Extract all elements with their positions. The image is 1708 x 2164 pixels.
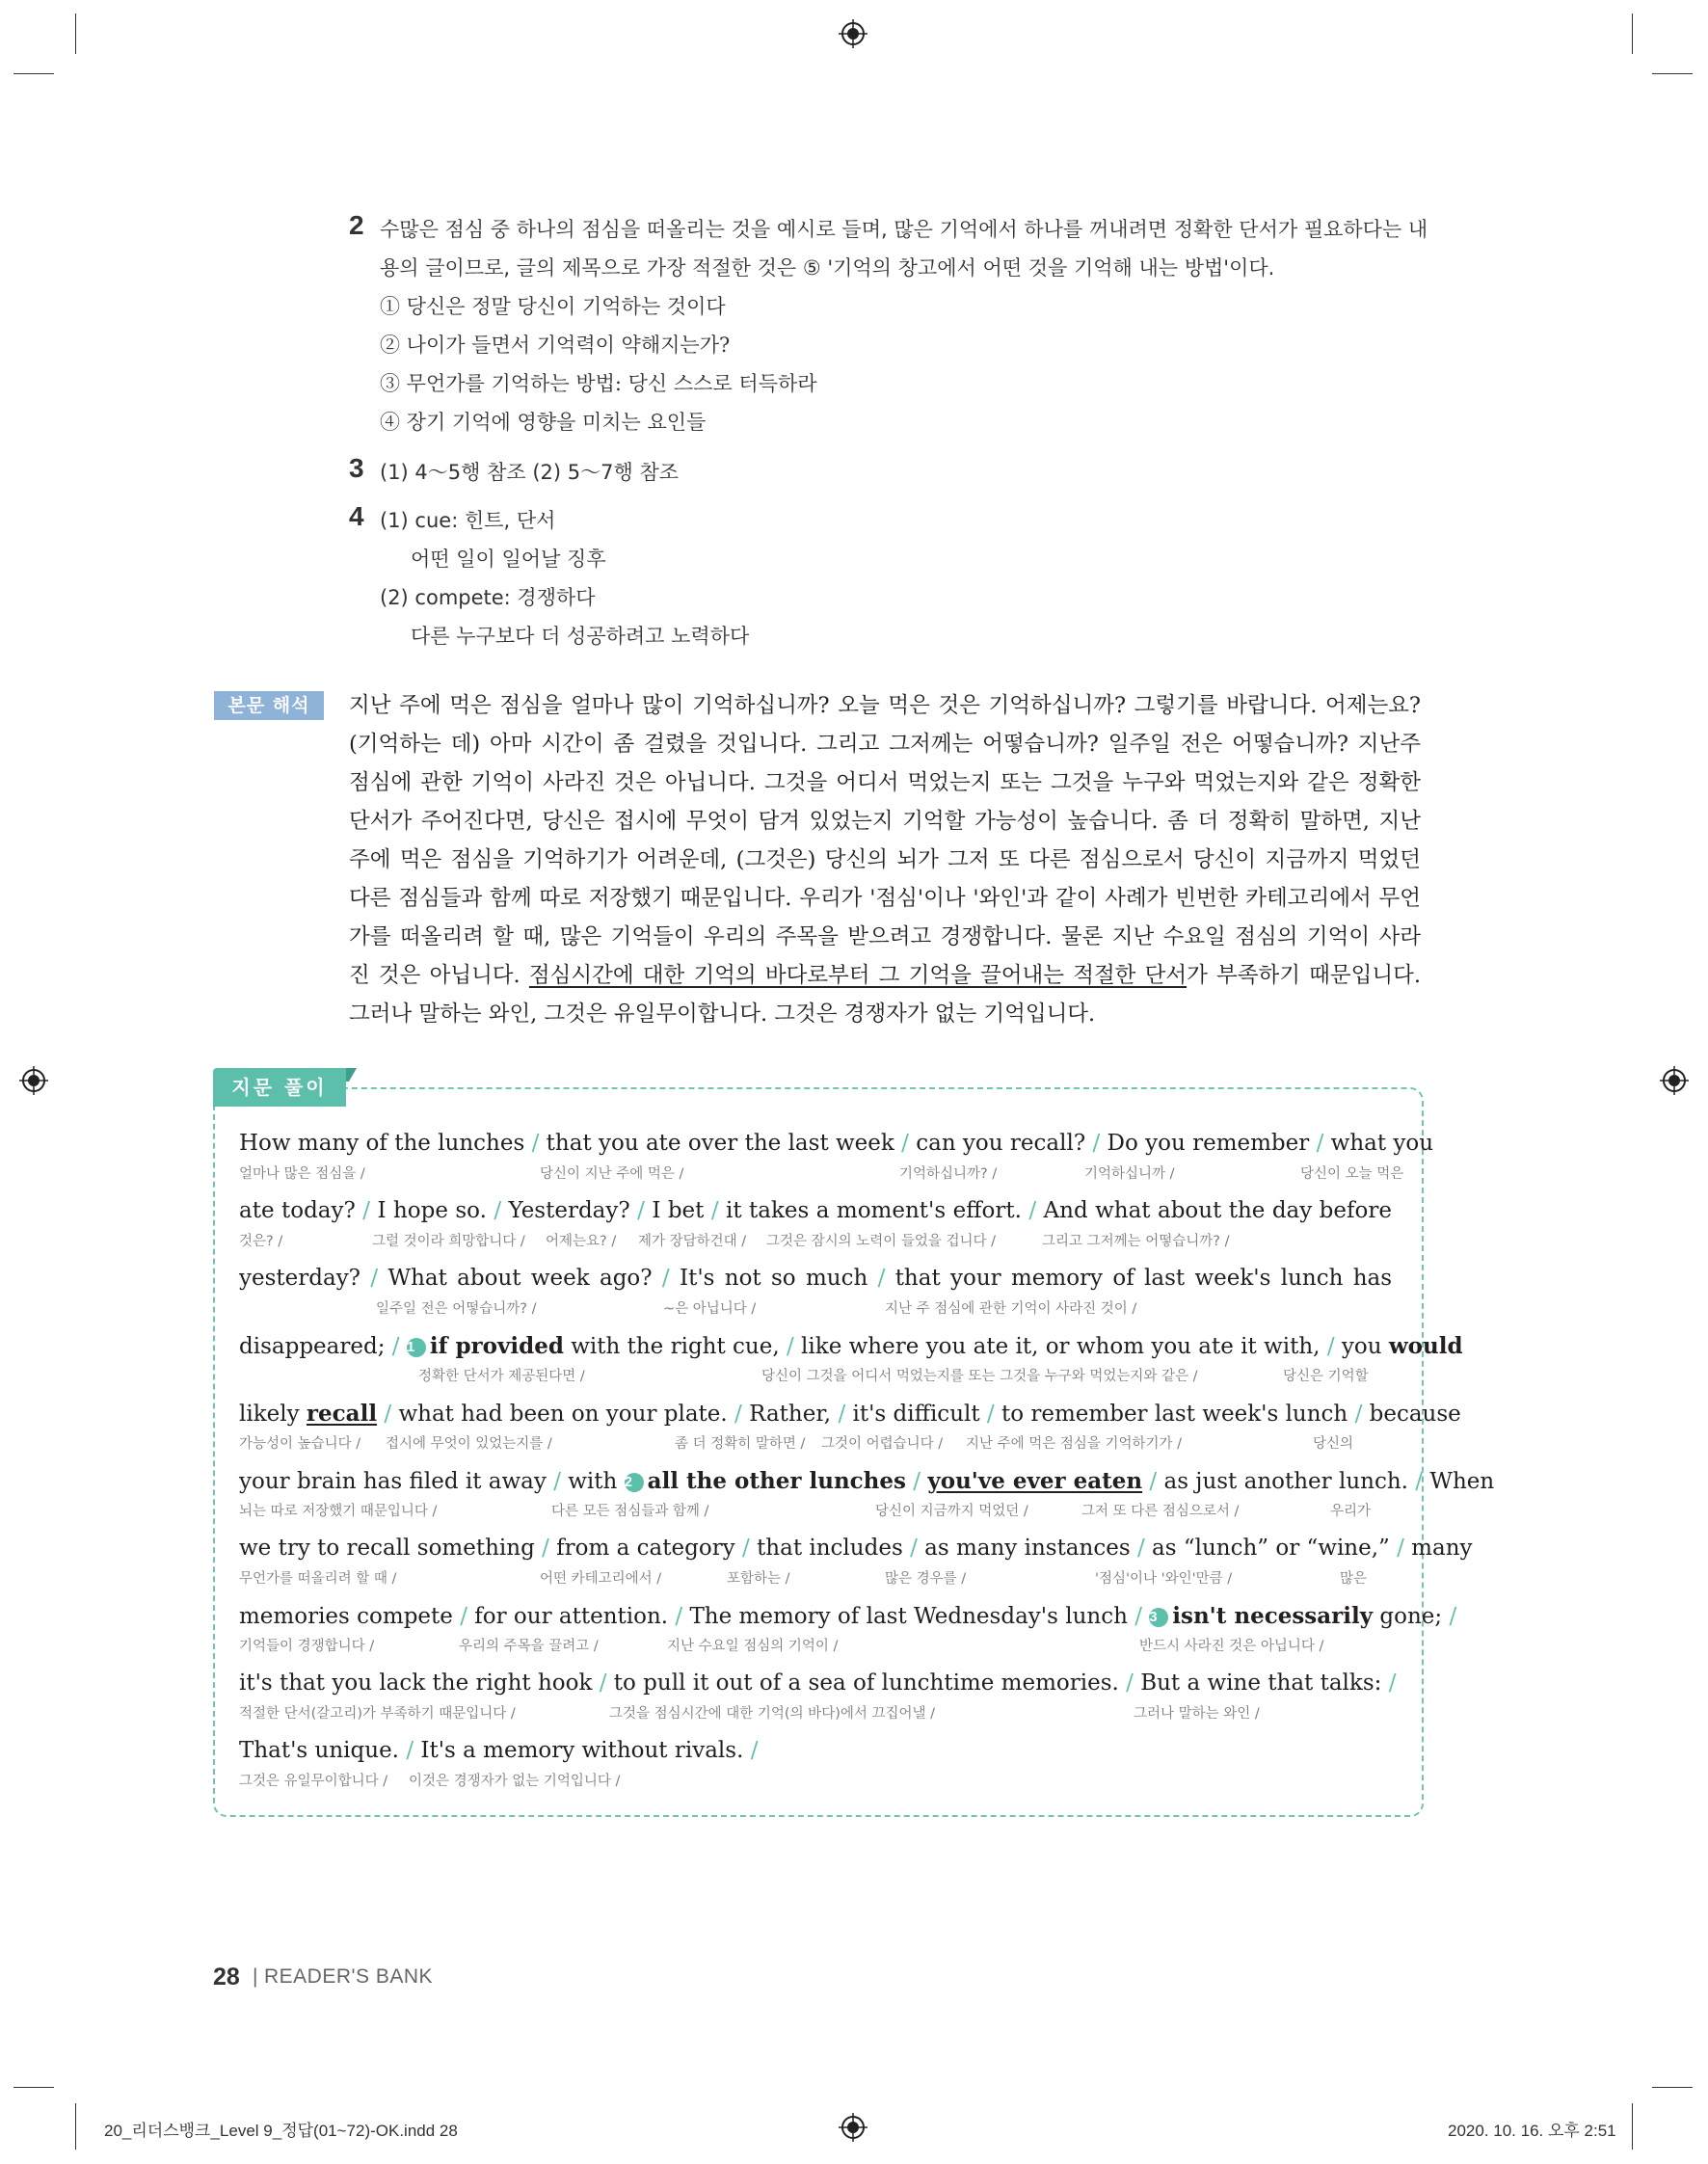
passage-line: That's unique. / It's a memory without rivals. / (239, 1738, 759, 1763)
gloss: 다른 모든 점심들과 함께 / (551, 1504, 709, 1519)
gloss: 적절한 단서(갈고리)가 부족하기 때문입니다 / (239, 1706, 516, 1722)
passage-line: memories compete / for our attention. / The memory of last Wednesday's lunch / 3 isn't necessarily gone; / (239, 1603, 1457, 1629)
gloss: 그러나 말하는 와인 / (1134, 1706, 1260, 1722)
crop-mark (75, 13, 76, 54)
registration-mark-icon (19, 1066, 48, 1095)
passage-line: How many of the lunches / that you ate over the last week / can you recall? / Do you remember / what you (239, 1131, 1434, 1156)
crop-mark (1632, 13, 1633, 54)
passage-line: it's that you lack the right hook / to pull it out of a sea of lunchtime memories. / But a wine that talks: / (239, 1670, 1397, 1696)
gloss: 것은? / (239, 1234, 283, 1249)
answer-definition: 어떤 일이 일어날 징후 (411, 548, 606, 571)
gloss: 포함하는 / (727, 1571, 790, 1587)
gloss: 정확한 단서가 제공된다면 / (418, 1369, 585, 1384)
crop-mark (1652, 2087, 1693, 2088)
gloss: 지난 수요일 점심의 기억이 / (667, 1639, 839, 1654)
number-1-icon: 1 (407, 1338, 426, 1357)
gloss: 접시에 무엇이 있었는지를 / (386, 1436, 552, 1452)
answer-text: (2) compete: 경쟁하다 (380, 586, 596, 609)
gloss: ~은 아닙니다 / (663, 1301, 757, 1317)
gloss: 가능성이 높습니다 / (239, 1436, 361, 1452)
translation-line: 그러나 말하는 와인, 그것은 유일무이합니다. 그것은 경쟁자가 없는 기억입니다. (349, 1002, 1096, 1027)
book-title: | READER'S BANK (253, 1965, 434, 1988)
gloss: 당신은 기억할 (1283, 1369, 1369, 1384)
gloss: 반드시 사라진 것은 아닙니다 / (1139, 1639, 1324, 1654)
gloss: 당신이 오늘 먹은 (1300, 1166, 1404, 1182)
answer-option: ③ 무언가를 기억하는 방법: 당신 스스로 터득하라 (380, 372, 817, 395)
passage-label: 지문 풀이 (213, 1068, 346, 1107)
gloss: 그것이 어렵습니다 / (821, 1436, 944, 1452)
gloss: 일주일 전은 어떻습니까? / (376, 1301, 537, 1317)
answer-explanation: 수많은 점심 중 하나의 점심을 떠올리는 것을 예시로 들며, 많은 기억에서 하나를 꺼내려면 정확한 단서가 필요하다는 내 (380, 218, 1428, 241)
gloss: 당신의 (1313, 1436, 1354, 1452)
passage-line: likely recall / what had been on your plate. / Rather, / it's difficult / to remember last week's lunch / because (239, 1401, 1461, 1427)
crop-mark (13, 73, 54, 74)
gloss: 그리고 그저께는 어떻습니까? / (1042, 1234, 1230, 1249)
gloss: 당신이 지난 주에 먹은 / (540, 1166, 684, 1182)
gloss: 당신이 지금까지 먹었던 / (875, 1504, 1028, 1519)
passage-line: ate today? / I hope so. / Yesterday? / I bet / it takes a moment's effort. / And what about the day before (239, 1198, 1392, 1223)
crop-mark (1652, 73, 1693, 74)
gloss: 뇌는 따로 저장했기 때문입니다 / (239, 1504, 438, 1519)
translation-line: 주에 먹은 점심을 기억하기가 어려운데, (그것은) 당신의 뇌가 그저 또 다른 점심으로서 당신이 지금까지 먹었던 (349, 847, 1421, 872)
question-number: 3 (349, 453, 364, 483)
translation-text: 진 것은 아닙니다. (349, 963, 529, 988)
answer-text: (1) 4～5행 참조 (2) 5～7행 참조 (380, 461, 680, 484)
gloss: 그저 또 다른 점심으로서 / (1081, 1504, 1240, 1519)
passage-line: we try to recall something / from a category / that includes / as many instances / as “lunch” or “wine,” / many (239, 1536, 1473, 1561)
translation-line: 지난 주에 먹은 점심을 얼마나 많이 기억하십니까? 오늘 먹은 것은 기억하십니까? 그렇기를 바랍니다. 어제는요? (349, 693, 1421, 718)
passage-line: yesterday? / What about week ago? / It's not so much / that your memory of last week's lunch has (239, 1266, 1393, 1291)
translation-line: 다른 점심들과 함께 따로 저장했기 때문입니다. 우리가 '점심'이나 '와인'과 같이 사례가 빈번한 카테고리에서 무언 (349, 886, 1421, 911)
file-name: 20_리더스뱅크_Level 9_정답(01~72)-OK.indd 28 (104, 2122, 458, 2140)
gloss: 지난 주에 먹은 점심을 기억하기가 / (966, 1436, 1183, 1452)
translation-line: (기억하는 데) 아마 시간이 좀 걸렸을 것입니다. 그리고 그저께는 어떻습니까? 일주일 전은 어떻습니까? 지난주 (349, 732, 1421, 757)
answer-option: ② 나이가 들면서 기억력이 약해지는가? (380, 334, 731, 357)
gloss: 많은 경우를 / (885, 1571, 967, 1587)
gloss: 그것을 점심시간에 대한 기억(의 바다)에서 끄집어낼 / (609, 1706, 935, 1722)
gloss: 지난 주 점심에 관한 기억이 사라진 것이 / (885, 1301, 1137, 1317)
passage-line: your brain has filed it away / with 2 all the other lunches / you've ever eaten / as just another lunch. / When (239, 1468, 1495, 1494)
registration-mark-icon (839, 2113, 867, 2142)
gloss: 제가 장담하건대 / (638, 1234, 747, 1249)
number-3-icon: 3 (1149, 1608, 1168, 1627)
registration-mark-icon (839, 19, 867, 48)
gloss: 기억하십니까 / (1084, 1166, 1175, 1182)
translation-line: 단서가 주어진다면, 당신은 접시에 무엇이 담겨 있었는지 기억할 가능성이 높습니다. 좀 더 정확히 말하면, 지난 (349, 809, 1421, 834)
crop-mark (1632, 2103, 1633, 2150)
page-number: 28 (213, 1964, 240, 1990)
answer-option: ④ 장기 기억에 영향을 미치는 요인들 (380, 411, 707, 434)
translation-line: 가를 떠올리려 할 때, 많은 기억들이 우리의 주목을 받으려고 경쟁합니다. 물론 지난 수요일 점심의 기억이 사라 (349, 924, 1421, 949)
registration-mark-icon (1660, 1066, 1689, 1095)
gloss: 그것은 유일무이합니다 / (239, 1774, 388, 1789)
gloss: 당신이 그것을 어디서 먹었는지를 또는 그것을 누구와 먹었는지와 같은 / (761, 1369, 1198, 1384)
gloss: 그럴 것이라 희망합니다 / (372, 1234, 525, 1249)
gloss: 무언가를 떠올리려 할 때 / (239, 1571, 397, 1587)
gloss: '점심'이나 '와인'만큼 / (1095, 1571, 1233, 1587)
translation-line: 점심에 관한 기억이 사라진 것은 아닙니다. 그것을 어디서 먹었는지 또는 그것을 누구와 먹었는지와 같은 정확한 (349, 770, 1421, 795)
gloss: 기억들이 경쟁합니다 / (239, 1639, 375, 1654)
crop-mark (75, 2103, 76, 2150)
gloss: 이것은 경쟁자가 없는 기억입니다 / (409, 1774, 621, 1789)
gloss: 어제는요? / (546, 1234, 617, 1249)
answer-text: (1) cue: 힌트, 단서 (380, 509, 556, 532)
number-2-icon: 2 (625, 1473, 644, 1492)
question-number: 4 (349, 501, 364, 531)
answer-definition: 다른 누구보다 더 성공하려고 노력하다 (411, 625, 750, 648)
gloss: 우리가 (1330, 1504, 1372, 1519)
print-timestamp: 2020. 10. 16. 오후 2:51 (1448, 2122, 1616, 2140)
passage-line: disappeared; / 1 if provided with the right cue, / like where you ate it, or whom you ate it with, / you would (239, 1333, 1463, 1359)
gloss: 우리의 주목을 끌려고 / (459, 1639, 599, 1654)
translation-underlined-text: 점심시간에 대한 기억의 바다로부터 그 기억을 끌어내는 적절한 단서 (528, 963, 1188, 988)
gloss: 좀 더 정확히 말하면 / (675, 1436, 806, 1452)
translation-text: 가 부족하기 때문입니다. (1187, 963, 1421, 988)
gloss: 얼마나 많은 점심을 / (239, 1166, 365, 1182)
answer-explanation: 용의 글이므로, 글의 제목으로 가장 적절한 것은 ⑤ '기억의 창고에서 어떤 것을 기억해 내는 방법'이다. (380, 256, 1275, 280)
crop-mark (13, 2087, 54, 2088)
gloss: 많은 (1340, 1571, 1368, 1587)
gloss: 그것은 잠시의 노력이 들었을 겁니다 / (766, 1234, 997, 1249)
translation-line (349, 958, 1421, 989)
gloss: 기억하십니까? / (899, 1166, 998, 1182)
question-number: 2 (349, 210, 364, 240)
translation-label: 본문 해석 (214, 691, 324, 720)
answer-option: ① 당신은 정말 당신이 기억하는 것이다 (380, 295, 726, 318)
gloss: 어떤 카테고리에서 / (540, 1571, 662, 1587)
